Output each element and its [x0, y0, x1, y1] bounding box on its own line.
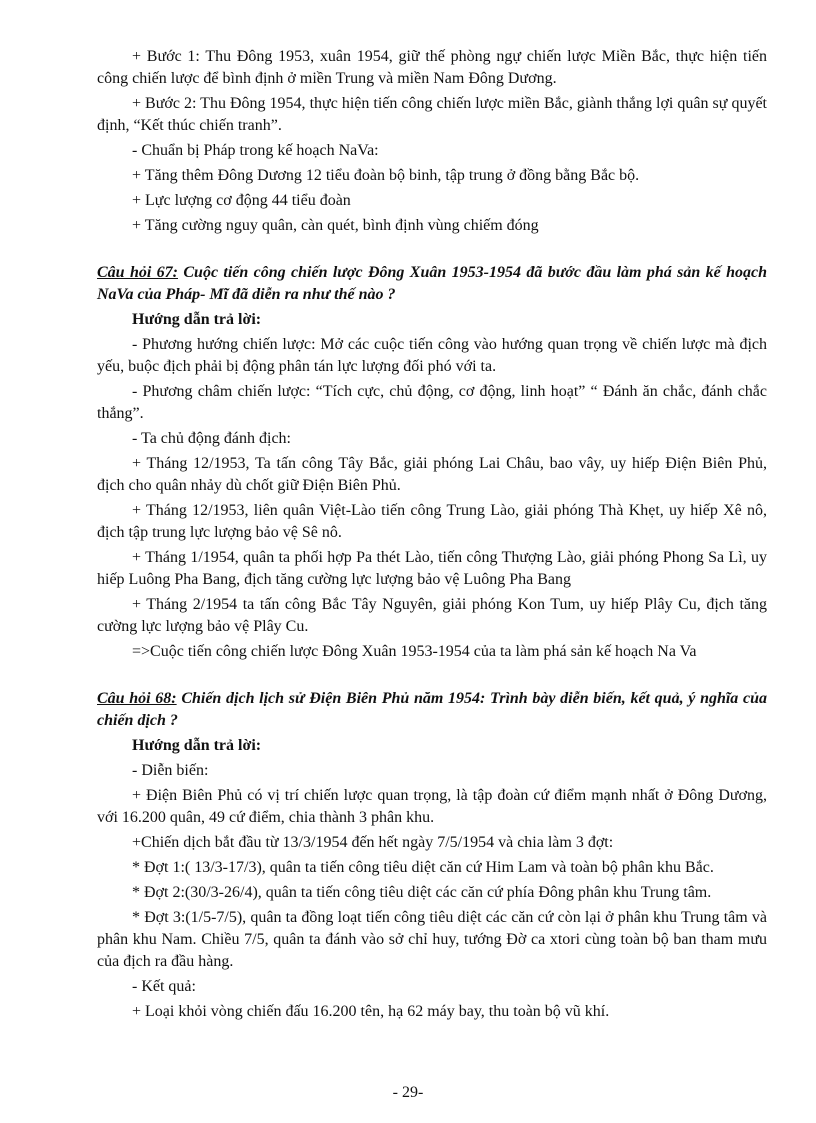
- answer-paragraph: + Tháng 2/1954 ta tấn công Bắc Tây Nguyên, giải phóng Kon Tum, uy hiếp Plây Cu, địch tăng cường lực lượng bảo vệ Plây Cu.: [97, 596, 767, 635]
- question-heading: [97, 262, 767, 306]
- paragraph-battalions: + Tăng thêm Đông Dương 12 tiểu đoàn bộ binh, tập trung ở đồng bằng Bắc bộ.: [132, 167, 640, 184]
- answer-conclusion: =>Cuộc tiến công chiến lược Đông Xuân 1953-1954 của ta làm phá sản kế hoạch Na Va: [132, 643, 697, 660]
- question-title: Chiến dịch lịch sử Điện Biên Phủ năm 1954: Trình bày diễn biến, kết quả, ý nghĩa của chiến dịch ?: [97, 690, 767, 729]
- answer-paragraph: + Tháng 1/1954, quân ta phối hợp Pa thét Lào, tiến công Thượng Lào, giải phóng Phong Sa Lì, uy hiếp Luông Pha Bang, địch tăng cường lực lượng bảo vệ Luông Pha Bang: [97, 549, 767, 588]
- paragraph-mobile-force: + Lực lượng cơ động 44 tiểu đoàn: [132, 192, 351, 209]
- paragraph-navarre-prep: - Chuẩn bị Pháp trong kế hoạch NaVa:: [132, 142, 379, 159]
- paragraph-step-1: + Bước 1: Thu Đông 1953, xuân 1954, giữ thế phòng ngự chiến lược Miền Bắc, thực hiện tiến công chiến lược để bình định ở miền Trung và miền Nam Đông Dương.: [97, 48, 767, 87]
- paragraph-step-2: + Bước 2: Thu Đông 1954, thực hiện tiến công chiến lược miền Bắc, giành thắng lợi quân sự quyết định, “Kết thúc chiến tranh”.: [97, 95, 767, 134]
- answer-paragraph: + Tháng 12/1953, Ta tấn công Tây Bắc, giải phóng Lai Châu, bao vây, uy hiếp Điện Biên Phủ, địch cho quân nhảy dù chốt giữ Điện Biên Phủ.: [97, 455, 767, 494]
- answer-paragraph: + Điện Biên Phủ có vị trí chiến lược quan trọng, là tập đoàn cứ điểm mạnh nhất ở Đông Dương, với 16.200 quân, 49 cứ điểm, chia thành 3 phân khu.: [97, 787, 767, 826]
- spacer: [97, 666, 767, 688]
- question-67: [97, 262, 767, 663]
- answer-paragraph: - Diễn biến:: [132, 762, 209, 779]
- page-number: - 29-: [392, 1084, 424, 1101]
- question-68: [97, 688, 767, 1023]
- document-page: [97, 46, 767, 1026]
- question-label: Câu hỏi 68:: [97, 690, 177, 707]
- answer-paragraph: * Đợt 2:(30/3-26/4), quân ta tiến công tiêu diệt các căn cứ phía Đông phân khu Trung tâm.: [132, 884, 712, 901]
- answer-paragraph: + Tháng 12/1953, liên quân Việt-Lào tiến công Trung Lào, giải phóng Thà Khẹt, uy hiếp Xê nô, địch tập trung lực lượng bảo vệ Sê nô.: [97, 502, 767, 541]
- question-title: Cuộc tiến công chiến lược Đông Xuân 1953-1954 đã bước đầu làm phá sản kế hoạch NaVa của Pháp- Mĩ đã diễn ra như thế nào ?: [97, 264, 768, 303]
- answer-paragraph: - Kết quả:: [132, 978, 196, 995]
- answer-paragraph: + Loại khỏi vòng chiến đấu 16.200 tên, hạ 62 máy bay, thu toàn bộ vũ khí.: [132, 1003, 610, 1020]
- section-top: [97, 46, 767, 237]
- question-label: Câu hỏi 67:: [97, 264, 178, 281]
- spacer: [97, 240, 767, 262]
- answer-paragraph: * Đợt 3:(1/5-7/5), quân ta đồng loạt tiến công tiêu diệt các căn cứ còn lại ở phân khu Trung tâm và phân khu Nam. Chiều 7/5, quân ta đánh vào sở chỉ huy, tướng Đờ ca xtori cùng toàn bộ ban tham mưu của địch ra đầu hàng.: [97, 909, 767, 970]
- answer-paragraph: - Phương hướng chiến lược: Mở các cuộc tiến công vào hướng quan trọng về chiến lược mà địch yếu, buộc địch phải bị động phân tán lực lượng đối phó với ta.: [97, 336, 767, 375]
- answer-guide-heading: Hướng dẫn trả lời:: [132, 737, 262, 754]
- answer-paragraph: * Đợt 1:( 13/3-17/3), quân ta tiến công tiêu diệt căn cứ Him Lam và toàn bộ phân khu Bắc.: [132, 859, 714, 876]
- answer-paragraph: - Phương châm chiến lược: “Tích cực, chủ động, cơ động, linh hoạt” “ Đánh ăn chắc, đánh chắc thắng”.: [97, 383, 767, 422]
- answer-paragraph: - Ta chủ động đánh địch:: [132, 430, 291, 447]
- question-heading: [97, 688, 767, 732]
- answer-guide-heading: Hướng dẫn trả lời:: [132, 311, 262, 328]
- answer-paragraph: +Chiến dịch bắt đầu từ 13/3/1954 đến hết ngày 7/5/1954 và chia làm 3 đợt:: [132, 834, 614, 851]
- paragraph-puppet-army: + Tăng cường nguy quân, càn quét, bình định vùng chiếm đóng: [132, 217, 539, 234]
